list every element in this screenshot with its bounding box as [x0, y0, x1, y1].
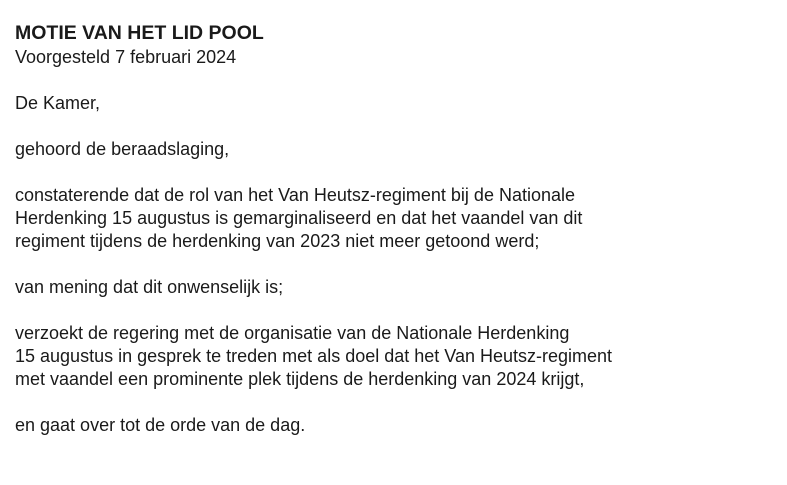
motion-document: [15, 20, 780, 437]
heard-clause: gehoord de beraadslaging,: [15, 139, 230, 159]
closing-clause: en gaat over tot de orde van de dag.: [15, 415, 306, 435]
request-clause: [15, 322, 780, 391]
spacer: [15, 69, 780, 92]
spacer: [15, 115, 780, 138]
considering-line: constaterende dat de rol van het Van Heutsz-regiment bij de Nationale: [15, 185, 576, 205]
request-line: 15 augustus in gesprek te treden met als doel dat het Van Heutsz-regiment: [15, 346, 613, 366]
spacer: [15, 253, 780, 276]
request-line: verzoekt de regering met de organisatie van de Nationale Herdenking: [15, 323, 570, 343]
motion-title: MOTIE VAN HET LID POOL: [15, 22, 264, 44]
considering-line: regiment tijdens de herdenking van 2023 niet meer getoond werd;: [15, 231, 540, 251]
spacer: [15, 299, 780, 322]
considering-line: Herdenking 15 augustus is gemarginaliseerd en dat het vaandel van dit: [15, 208, 583, 228]
considering-clause: [15, 184, 780, 253]
spacer: [15, 391, 780, 414]
proposal-date: Voorgesteld 7 februari 2024: [15, 47, 237, 67]
request-line: met vaandel een prominente plek tijdens de herdenking van 2024 krijgt,: [15, 369, 585, 389]
spacer: [15, 161, 780, 184]
opinion-clause: van mening dat dit onwenselijk is;: [15, 277, 284, 297]
addressee: De Kamer,: [15, 93, 101, 113]
